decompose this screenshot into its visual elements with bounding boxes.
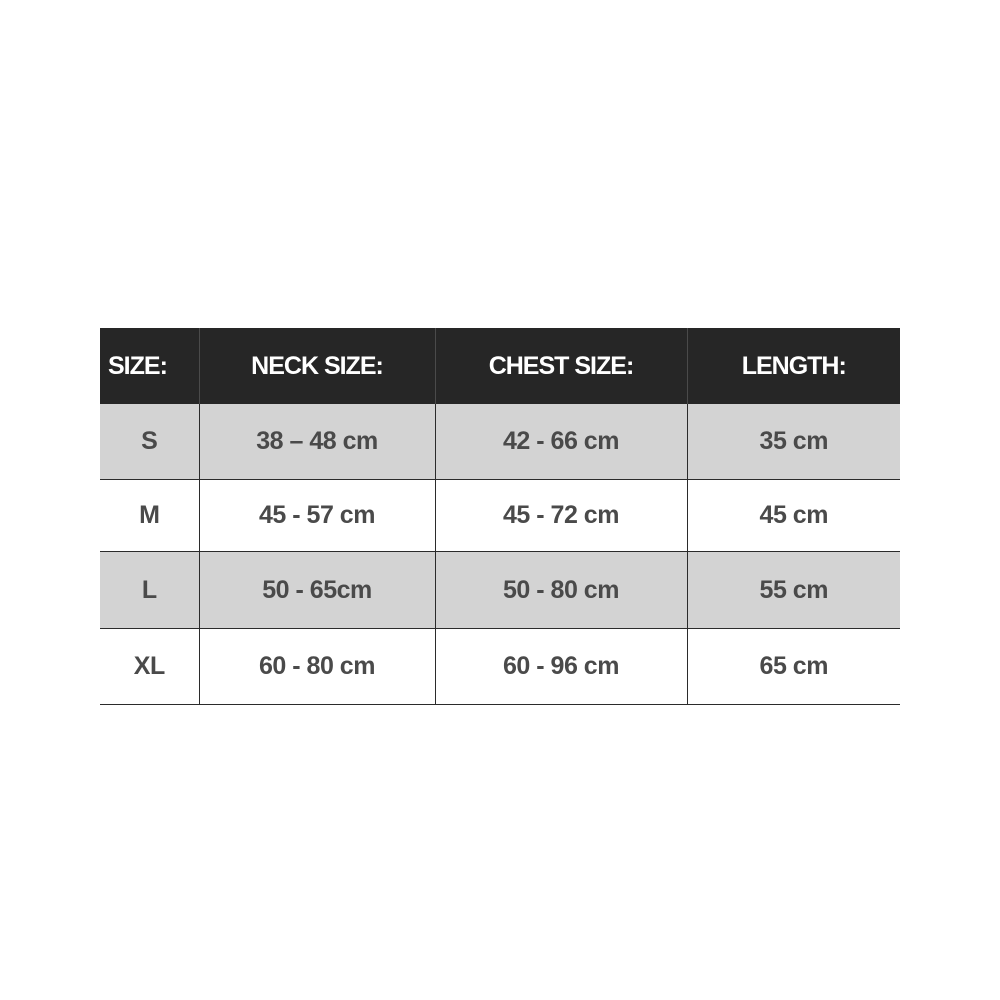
length-cell: 45 cm — [687, 480, 900, 552]
size-cell: S — [100, 404, 199, 480]
header-neck-size: NECK SIZE: — [199, 328, 435, 404]
table-row — [100, 629, 900, 705]
neck-size-cell: 45 - 57 cm — [199, 480, 435, 552]
neck-size-cell: 38 – 48 cm — [199, 404, 435, 480]
header-chest-size: CHEST SIZE: — [435, 328, 687, 404]
chest-size-cell: 45 - 72 cm — [435, 480, 687, 552]
header-length: LENGTH: — [687, 328, 900, 404]
size-cell: XL — [100, 629, 199, 705]
table-row — [100, 480, 900, 552]
table-row — [100, 552, 900, 629]
header-size: SIZE: — [100, 328, 199, 404]
chest-size-cell: 42 - 66 cm — [435, 404, 687, 480]
size-cell: M — [100, 480, 199, 552]
neck-size-cell: 60 - 80 cm — [199, 629, 435, 705]
length-cell: 55 cm — [687, 552, 900, 629]
neck-size-cell: 50 - 65cm — [199, 552, 435, 629]
table-row — [100, 404, 900, 480]
size-cell: L — [100, 552, 199, 629]
header-row — [100, 328, 900, 404]
chest-size-cell: 50 - 80 cm — [435, 552, 687, 629]
length-cell: 35 cm — [687, 404, 900, 480]
chest-size-cell: 60 - 96 cm — [435, 629, 687, 705]
size-chart-table — [100, 328, 900, 705]
length-cell: 65 cm — [687, 629, 900, 705]
